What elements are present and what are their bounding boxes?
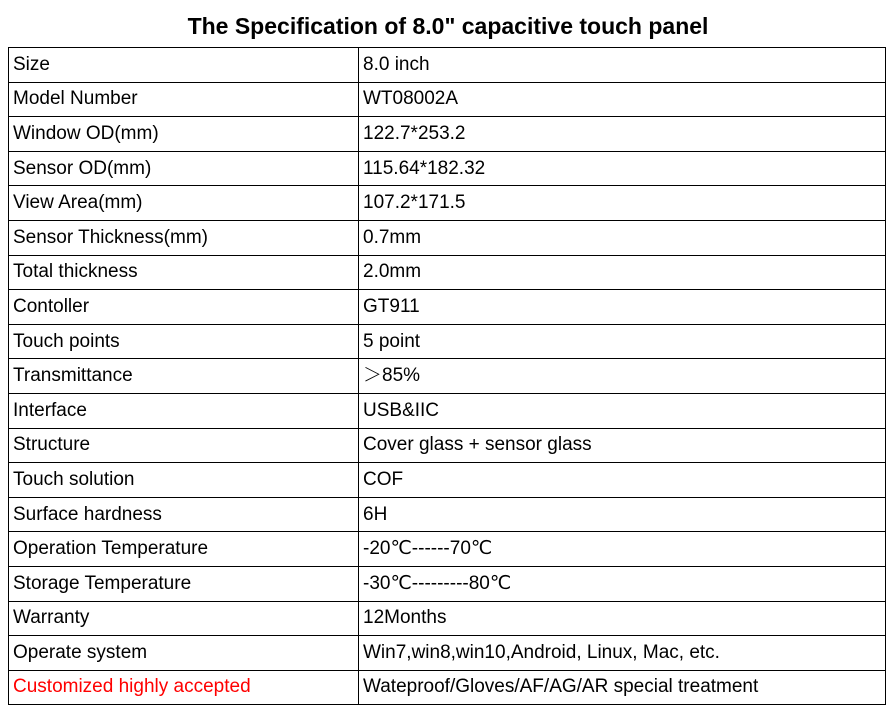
- table-row: [9, 220, 886, 255]
- row-value: 0.7mm: [359, 220, 886, 255]
- row-value: GT911: [359, 290, 886, 325]
- table-row: [9, 186, 886, 221]
- row-value: 5 point: [359, 324, 886, 359]
- table-row: [9, 670, 886, 705]
- row-value: 12Months: [359, 601, 886, 636]
- row-value: -20℃------70℃: [359, 532, 886, 567]
- table-row: [9, 393, 886, 428]
- row-value: 8.0 inch: [359, 48, 886, 83]
- table-row: [9, 255, 886, 290]
- row-value: Cover glass + sensor glass: [359, 428, 886, 463]
- row-label-highlight: Customized highly accepted: [9, 670, 359, 705]
- spec-table-body: [9, 48, 886, 705]
- row-value: 6H: [359, 497, 886, 532]
- row-label: Contoller: [9, 290, 359, 325]
- table-row: [9, 82, 886, 117]
- row-label: Structure: [9, 428, 359, 463]
- row-value: Win7,win8,win10,Android, Linux, Mac, etc.: [359, 636, 886, 671]
- table-row: [9, 48, 886, 83]
- table-row: [9, 290, 886, 325]
- table-row: [9, 532, 886, 567]
- row-value: 122.7*253.2: [359, 117, 886, 152]
- table-row: [9, 359, 886, 394]
- row-label: Operate system: [9, 636, 359, 671]
- row-label: Model Number: [9, 82, 359, 117]
- row-label: Sensor Thickness(mm): [9, 220, 359, 255]
- row-label: Touch points: [9, 324, 359, 359]
- row-value: WT08002A: [359, 82, 886, 117]
- row-label: Surface hardness: [9, 497, 359, 532]
- row-value: 2.0mm: [359, 255, 886, 290]
- row-label: Total thickness: [9, 255, 359, 290]
- row-label: Storage Temperature: [9, 566, 359, 601]
- row-label: Size: [9, 48, 359, 83]
- row-value: 115.64*182.32: [359, 151, 886, 186]
- table-row: [9, 636, 886, 671]
- page-title: The Specification of 8.0" capacitive touch panel: [187, 13, 709, 39]
- row-label: Touch solution: [9, 463, 359, 498]
- row-value: Wateproof/Gloves/AF/AG/AR special treatment: [359, 670, 886, 705]
- table-row: [9, 566, 886, 601]
- table-row: [9, 601, 886, 636]
- row-label: View Area(mm): [9, 186, 359, 221]
- spec-table: [8, 47, 886, 705]
- row-value: USB&IIC: [359, 393, 886, 428]
- row-value: ＞85%: [359, 359, 886, 394]
- table-row: [9, 151, 886, 186]
- row-value: COF: [359, 463, 886, 498]
- row-label: Transmittance: [9, 359, 359, 394]
- table-row: [9, 428, 886, 463]
- table-row: [9, 463, 886, 498]
- table-row: [9, 497, 886, 532]
- row-value: -30℃---------80℃: [359, 566, 886, 601]
- row-label: Window OD(mm): [9, 117, 359, 152]
- table-row: [9, 117, 886, 152]
- row-label: Sensor OD(mm): [9, 151, 359, 186]
- row-label: Warranty: [9, 601, 359, 636]
- row-label: Interface: [9, 393, 359, 428]
- table-row: [9, 324, 886, 359]
- row-label: Operation Temperature: [9, 532, 359, 567]
- row-value: 107.2*171.5: [359, 186, 886, 221]
